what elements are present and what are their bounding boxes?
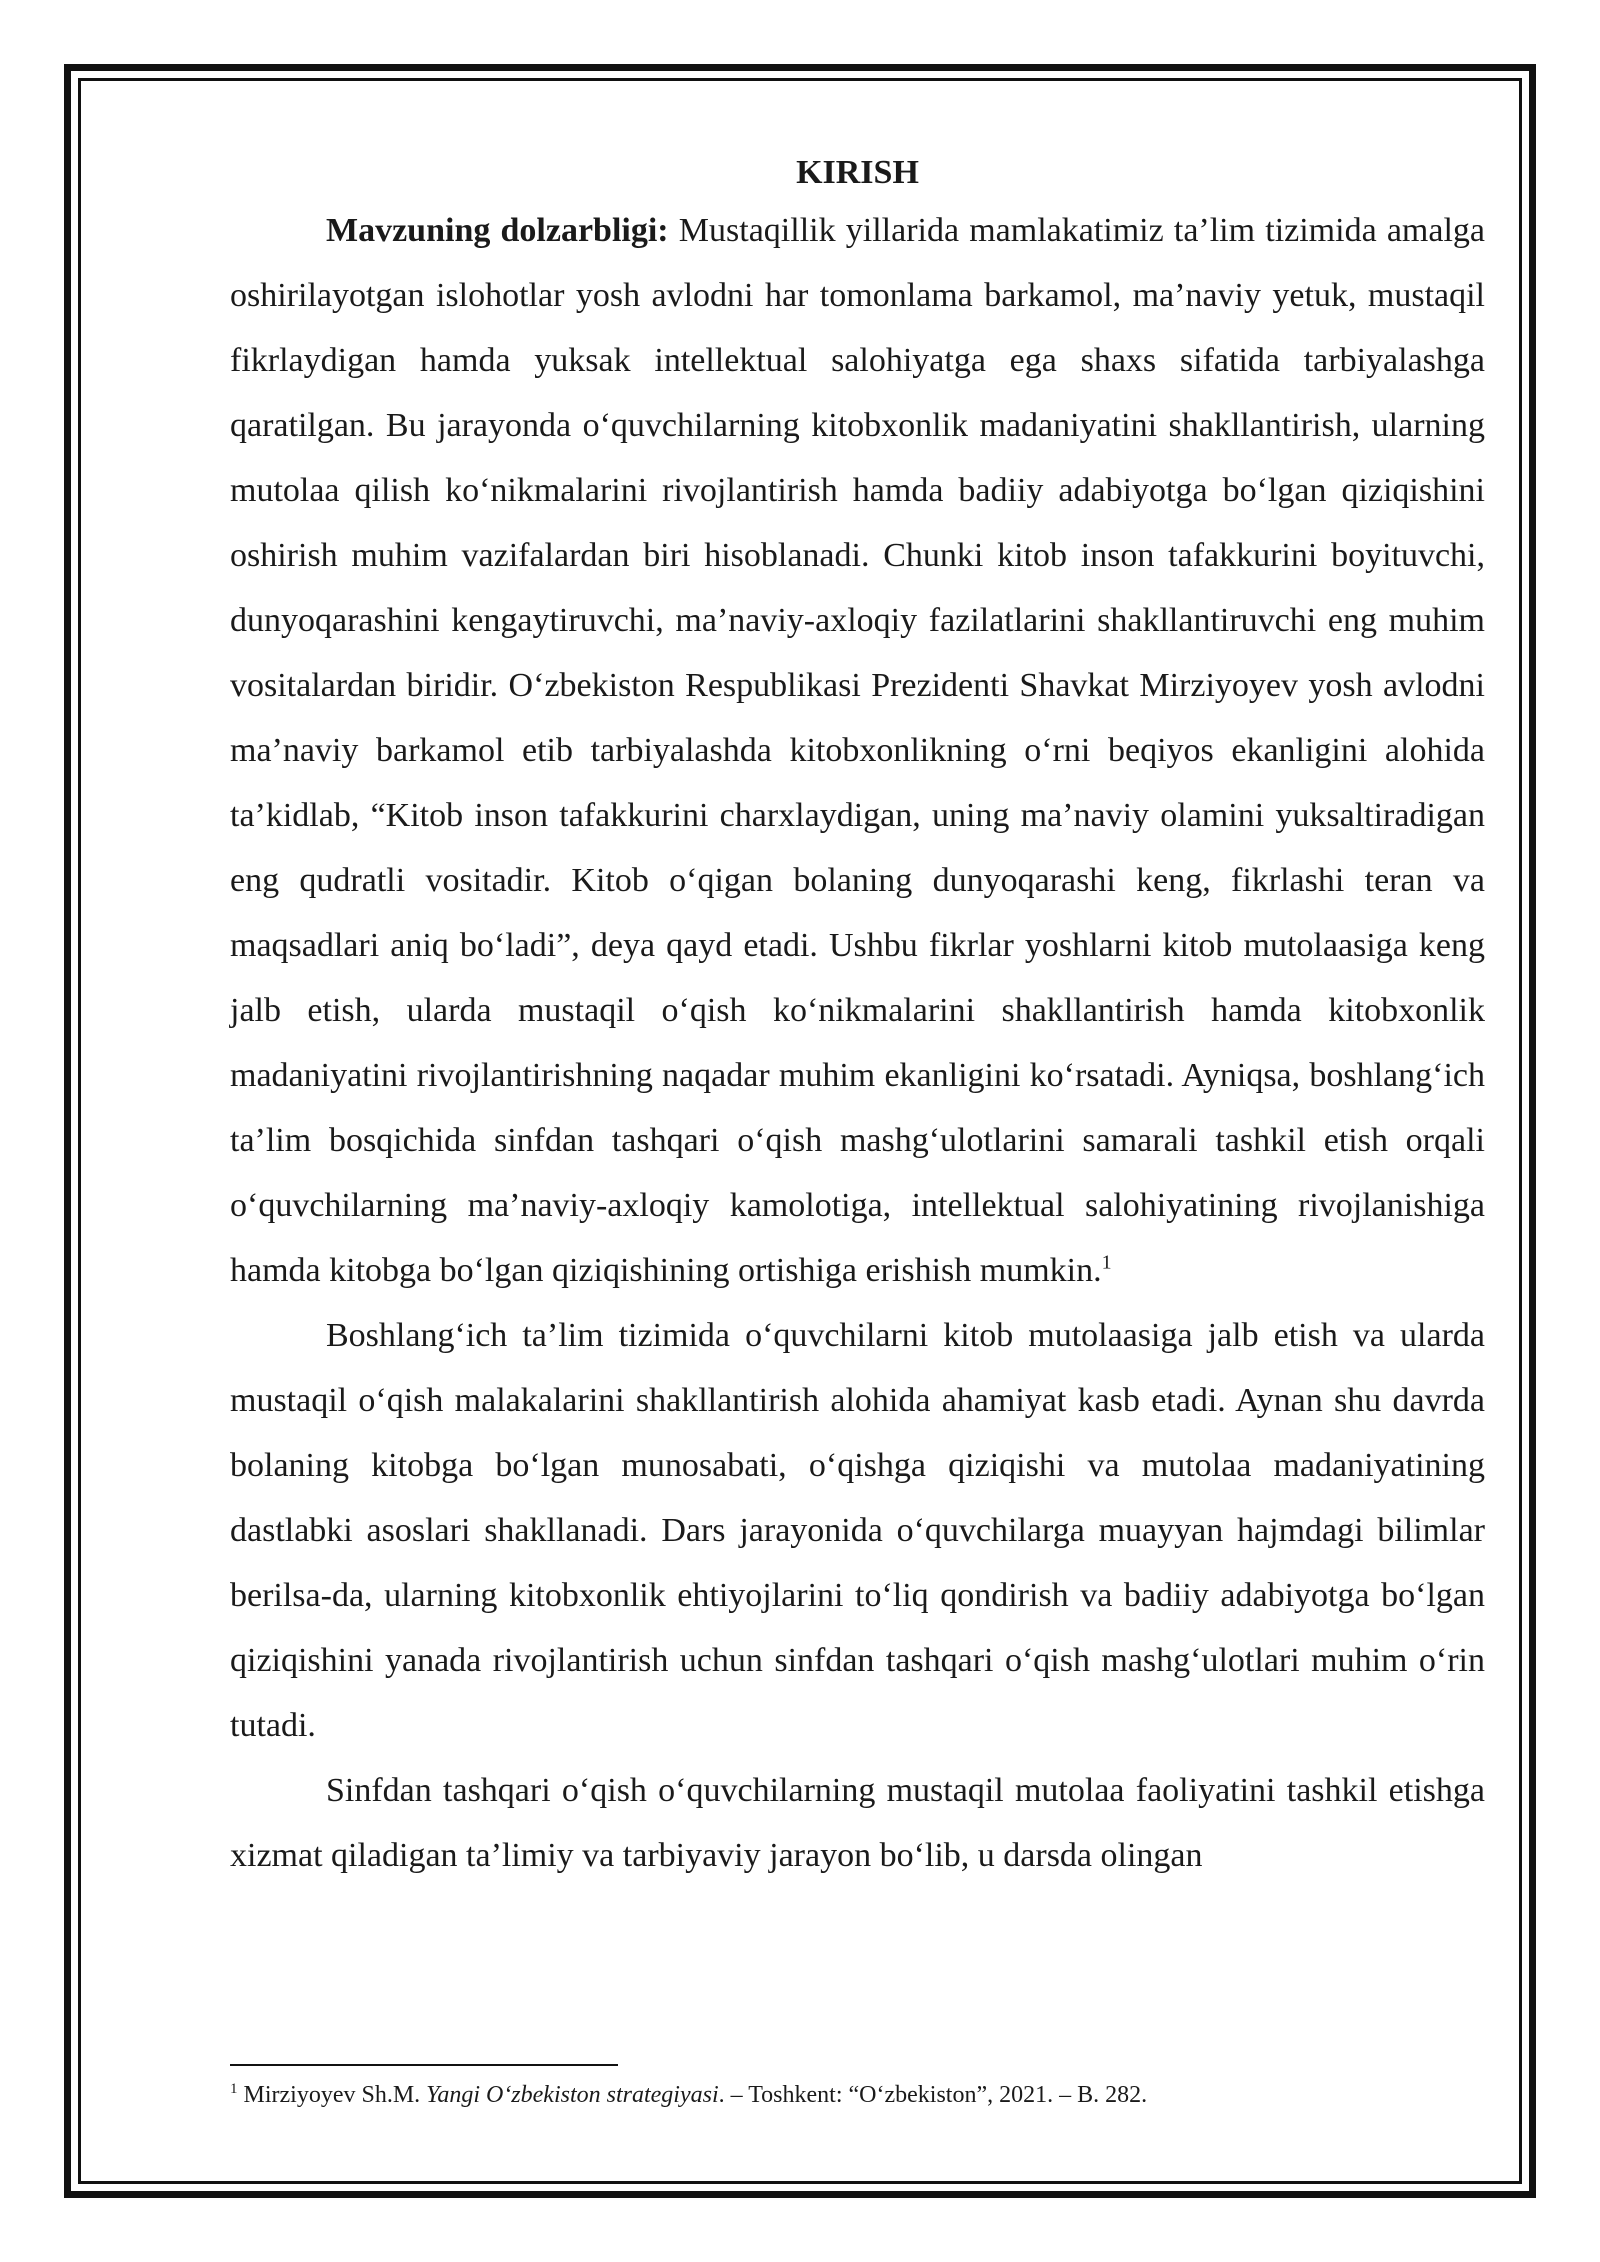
footnote-title: Yangi O‘zbekiston strategiyasi [426, 2082, 719, 2108]
section-heading: KIRISH [796, 154, 919, 191]
paragraph-extracurricular-reading [230, 1758, 1485, 1888]
paragraph-text: Sinfdan tashqari o‘qish o‘quvchilarning mustaqil mutolaa faoliyatini tashkil etishga xizmat qiladigan ta’limiy va tarbiyaviy jarayon bo‘lib, u darsda olingan [230, 1772, 1485, 1874]
footnote-separator [230, 2064, 618, 2066]
footnote-source: . – Toshkent: “O‘zbekiston”, 2021. – B. 282. [718, 2082, 1148, 2108]
paragraph-primary-education [230, 1303, 1485, 1758]
paragraph-lead: Mavzuning dolzarbligi: [326, 212, 669, 249]
footnote [230, 2078, 1485, 2112]
footnote-author: Mirziyoyev Sh.M. [237, 2082, 427, 2108]
document-body [230, 148, 1485, 1888]
footnote-reference[interactable]: 1 [1101, 1251, 1112, 1274]
paragraph-relevance [230, 198, 1485, 1303]
paragraph-text: Boshlang‘ich ta’lim tizimida o‘quvchilarni kitob mutolaasiga jalb etish va ularda mustaqil o‘qish malakalarini shakllantirish alohida ahamiyat kasb etadi. Aynan shu davrda bolaning kitobga bo‘lgan munosabati, o‘qishga qiziqishi va mutolaa madaniyatining dastlabki asoslari shakllanadi. Dars jarayonida o‘quvchilarga muayyan hajmdagi bilimlar berilsa-da, ularning kitobxonlik ehtiyojlarini to‘liq qondirish va badiiy adabiyotga bo‘lgan qiziqishini yanada rivojlantirish uchun sinfdan tashqari o‘qish mashg‘ulotlari muhim o‘rin tutadi. [230, 1317, 1485, 1744]
footnote-mark: 1 [230, 2081, 238, 2097]
paragraph-text: Mustaqillik yillarida mamlakatimiz ta’lim tizimida amalga oshirilayotgan islohotlar yosh avlodni har tomonlama barkamol, ma’naviy yetuk, mustaqil fikrlaydigan hamda yuksak intellektual salohiyatga ega shaxs sifatida tarbiyalashga qaratilgan. Bu jarayonda o‘quvchilarning kitobxonlik madaniyatini shakllantirish, ularning mutolaa qilish ko‘nikmalarini rivojlantirish hamda badiiy adabiyotga bo‘lgan qiziqishini oshirish muhim vazifalardan biri hisoblanadi. Chunki kitob inson tafakkurini boyituvchi, dunyoqarashini kengaytiruvchi, ma’naviy-axloqiy fazilatlarini shakllantiruvchi eng muhim vositalardan biridir. O‘zbekiston Respublikasi Prezidenti Shavkat Mirziyoyev yosh avlodni ma’naviy barkamol etib tarbiyalashda kitobxonlikning o‘rni beqiyos ekanligini alohida ta’kidlab, “Kitob inson tafakkurini charxlaydigan, uning ma’naviy olamini yuksaltiradigan eng qudratli vositadir. Kitob o‘qigan bolaning dunyoqarashi keng, fikrlashi teran va maqsadlari aniq bo‘ladi”, deya qayd etadi. Ushbu fikrlar yoshlarni kitob mutolaasiga keng jalb etish, ularda mustaqil o‘qish ko‘nikmalarini shakllantirish hamda kitobxonlik madaniyatini rivojlantirishning naqadar muhim ekanligini ko‘rsatadi. Ayniqsa, boshlang‘ich ta’lim bosqichida sinfdan tashqari o‘qish mashg‘ulotlarini samarali tashkil etish orqali o‘quvchilarning ma’naviy-axloqiy kamolotiga, intellektual salohiyatining rivojlanishiga hamda kitobga bo‘lgan qiziqishining ortishiga erishish mumkin. [230, 212, 1485, 1289]
